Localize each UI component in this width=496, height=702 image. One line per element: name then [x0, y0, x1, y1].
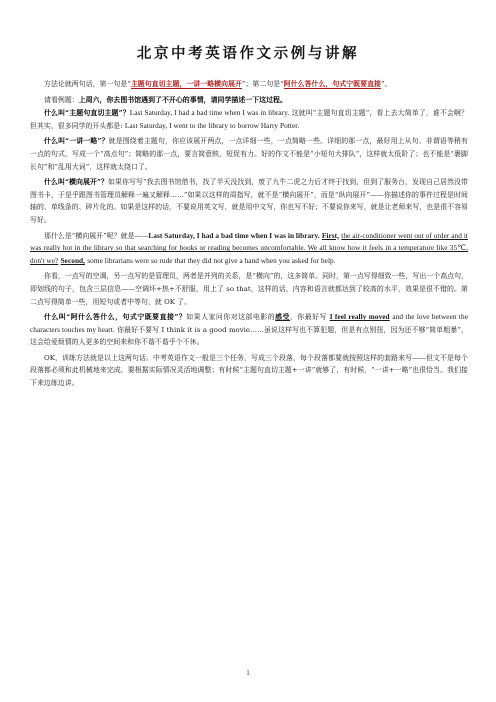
method-sentence-two: 阿什么答什么，句式宁既要直接 — [283, 80, 381, 88]
paragraph-example-answer: 那什么是“横向展开”呢？就是——Last Saturday, I had a bad time when I was in library. First, the air-conditioner went out of order and it was really hot in the library so that searching for books or reading becomes uncomfortable. We all know how it feels in a temperature like 35℃, don't we? Second, some librarians were so rude that they did not give a hand when you asked for help. — [30, 230, 468, 265]
paragraph-example-task: 请看例题：上周六，你去图书馆遇到了不开心的事情，请同学描述一下这过程。 — [44, 95, 287, 104]
page-number: 1 — [246, 669, 250, 677]
paragraph-topic-sentence: 什么叫“主题句直切主题”？Last Saturday, I had a bad time when I was in library. 这就叫“主题句直切主题”，看上去大简单了，谁不会啊？但其实，很多同学的开头都是: Last Saturday, I went to the library to borrow Harry Potter. — [30, 108, 469, 130]
document-title: 北京中考英语作文示例与讲解 — [136, 46, 360, 62]
paragraph-detail-brief: 什么叫“一讲一略”？就是围绕着主题句，你应该展开两点，一点详细一些，一点简略一些。详细的那一点，最好用上从句、非谓语等稍有一点的句式，写成一个“高点句”；简略的那一点，要言简意赅，短促有力。好的作文不能是“小短句大排队”，这样就太低阶了；也不能是“裹脚长句”和“乱用大词”，这样就太绕口了。 — [30, 137, 468, 171]
paragraph-method: 方法论就两句话，第一句是“主题句直切主题，一讲一略横向展开”；第二句是“阿什么答什么，句式宁既要直接”。 — [44, 80, 392, 88]
paragraph-summary: OK，训练方法就是以上这两句话。中考英语作文一般是三个任务，写成三个段落，每个段落都要就按照这样的套路来写——但文不是每个段落都必须和此机械地来完成，要根据实际情况灵活地调整；有时候“主题句直切主题+一讲”就够了，有时候，“一讲+一略”也很恰当。我们接下来边练边讲。 — [30, 353, 468, 388]
method-sentence-one: 主题句直切主题，一讲一略横向展开 — [130, 80, 242, 88]
paragraph-horizontal: 什么叫“横向展开”？如果你写写“我去图书馆借书，找了半天没找到，废了九牛二虎之力后才终于找到，但到了服务台，发现自己居然没带图书卡，于是乎跟图书管理员解释一遍又解释……”如果以这样的周指写，就不是“横向展开”，而是“纵向展开”——你描述你的事件过程是时间轴的、单线条的、碎片化的。如果是这样的话，不要说用英文写，就是用中文写，你也写不好；不要说你来写，就是让老师来写，也是很不容易写好。 — [30, 178, 468, 224]
paragraph-analysis: 你看，一点写的空调，另一点写的是管理员，两者是并列的关系，是“横向”的，这多简单。同时，第一点写得细致一些，写出一个高点句，即划线的句子，包含三层信息——空调坏+热+不舒服，用上了 so that，这样的话，内容和语言就都达到了较高的水平，效果是很不错的。第二点写得简单一些，用短句或者中等句，就 OK 了。 — [30, 272, 468, 306]
document-body — [30, 73, 468, 390]
paragraph-answer-directly: 什么叫“阿什么答什么，句式宁既要直接”？如果人家问你对这部电影的感受，你最好写 I feel really moved and the love between the characters touches my heart. 你最好不要写 I think it is a good movie……虽说这样写也不算犯题，但是有点别扭，因为还不够“简单粗暴”，这会给爱烦情的人更多的空间来和你不谐不谐乎个不休。 — [30, 312, 468, 347]
